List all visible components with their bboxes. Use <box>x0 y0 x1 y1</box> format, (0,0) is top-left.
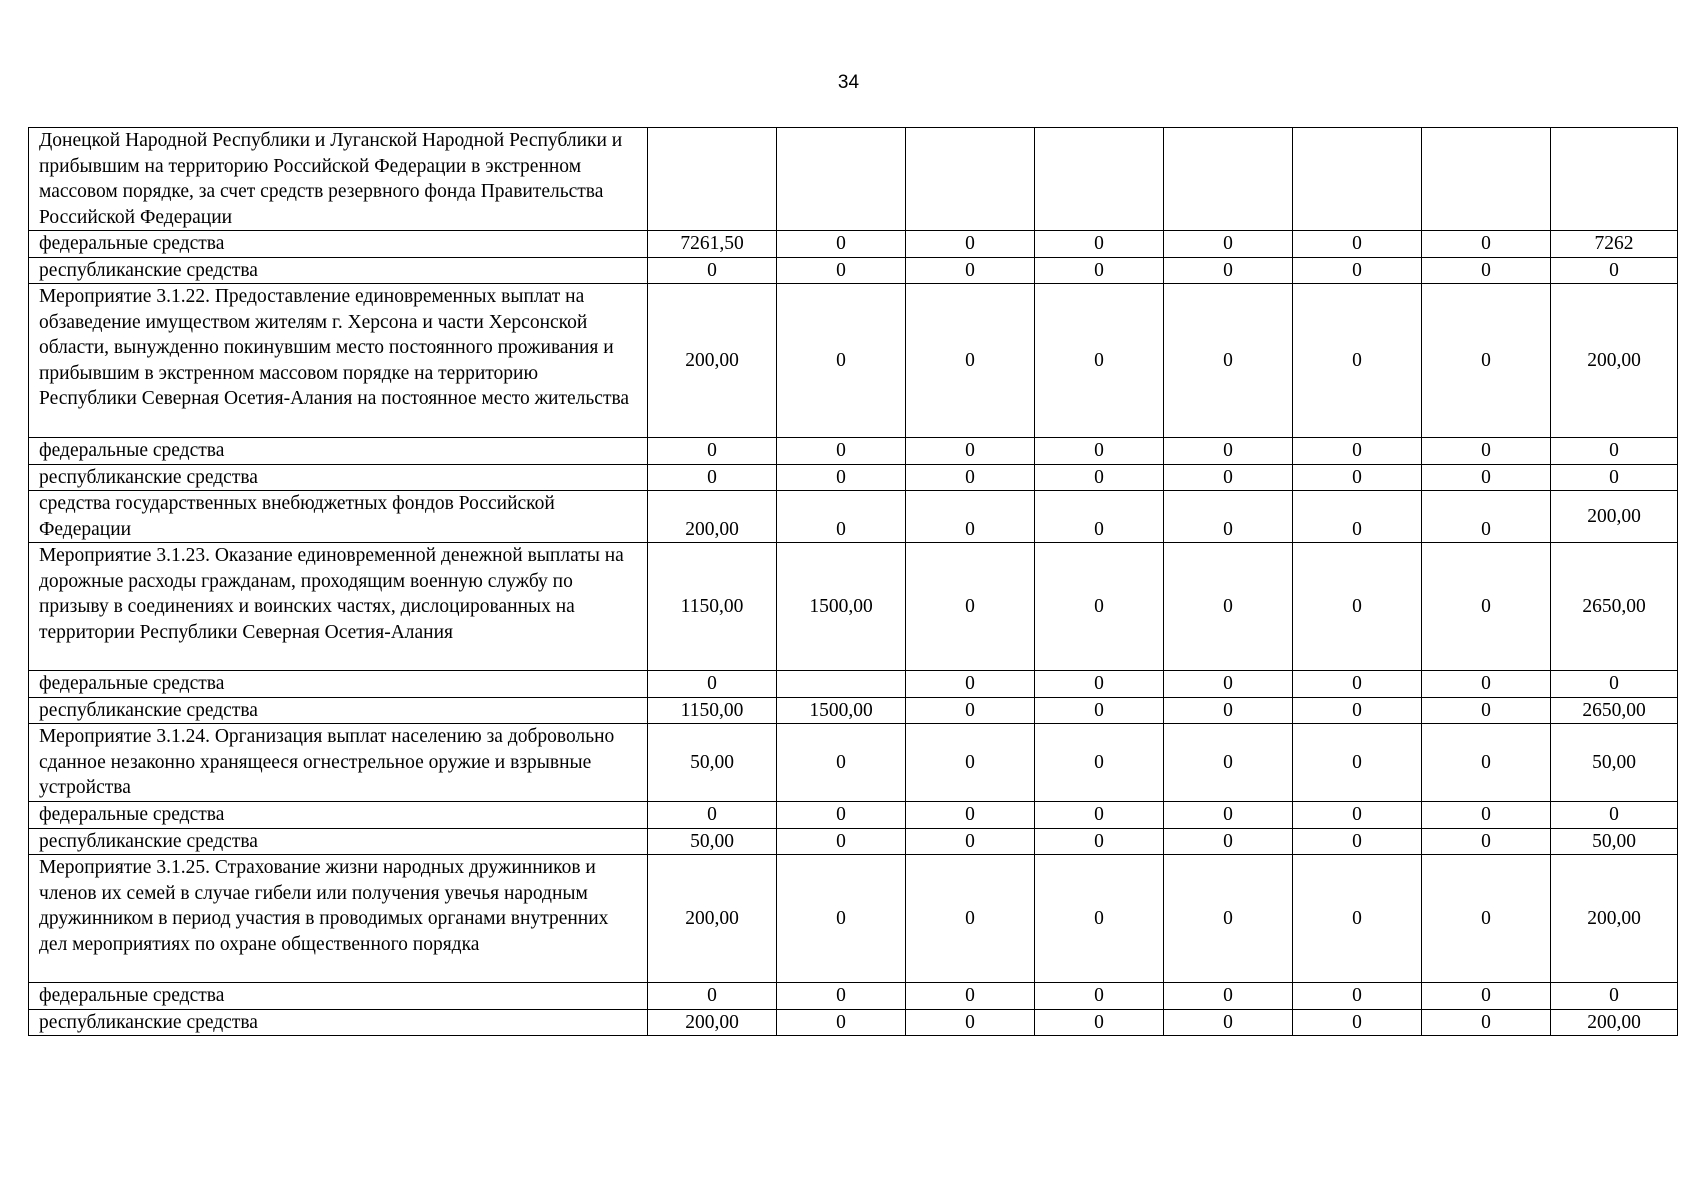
value-cell <box>777 128 906 231</box>
value-cell: 50,00 <box>1551 724 1678 802</box>
table-row <box>29 983 1678 1010</box>
value-cell: 0 <box>906 257 1035 284</box>
table-row <box>29 284 1678 438</box>
value-cell: 0 <box>1293 828 1422 855</box>
value-cell: 0 <box>906 983 1035 1010</box>
value-cell: 0 <box>1164 257 1293 284</box>
value-cell: 0 <box>1422 231 1551 258</box>
row-label: Мероприятие 3.1.24. Организация выплат населению за добровольно сданное незаконно хранящееся огнестрельное оружие и взрывные устройства <box>29 724 648 802</box>
value-cell: 0 <box>1035 828 1164 855</box>
value-cell: 0 <box>1035 855 1164 983</box>
value-cell: 50,00 <box>648 724 777 802</box>
value-cell: 0 <box>1164 671 1293 698</box>
value-cell: 0 <box>1035 671 1164 698</box>
table-row <box>29 855 1678 983</box>
value-cell: 0 <box>1422 464 1551 491</box>
table-row <box>29 671 1678 698</box>
value-cell: 0 <box>1164 697 1293 724</box>
value-cell <box>1035 128 1164 231</box>
value-cell: 0 <box>906 1009 1035 1036</box>
value-cell: 0 <box>1164 464 1293 491</box>
value-cell: 0 <box>1422 1009 1551 1036</box>
value-cell <box>906 128 1035 231</box>
value-cell: 0 <box>1551 438 1678 465</box>
value-cell: 0 <box>906 491 1035 543</box>
value-cell: 0 <box>1035 983 1164 1010</box>
value-cell: 0 <box>1422 284 1551 438</box>
value-cell: 0 <box>777 231 906 258</box>
value-cell: 0 <box>1551 464 1678 491</box>
value-cell: 0 <box>1164 828 1293 855</box>
value-cell: 0 <box>1164 802 1293 829</box>
value-cell: 200,00 <box>1551 855 1678 983</box>
value-cell: 0 <box>906 438 1035 465</box>
row-label: федеральные средства <box>29 671 648 698</box>
table-row <box>29 231 1678 258</box>
table-row <box>29 128 1678 231</box>
value-cell: 0 <box>1422 855 1551 983</box>
value-cell: 0 <box>648 802 777 829</box>
row-label: республиканские средства <box>29 828 648 855</box>
row-label: средства государственных внебюджетных фондов Российской Федерации <box>29 491 648 543</box>
row-label: Мероприятие 3.1.23. Оказание единовременной денежной выплаты на дорожные расходы гражданам, проходящим военную службу по призыву в соединениях и воинских частях, дислоцированных на территории Республики Северная Осетия-Алания <box>29 543 648 671</box>
value-cell: 200,00 <box>1551 284 1678 438</box>
value-cell: 0 <box>777 464 906 491</box>
value-cell: 0 <box>1293 284 1422 438</box>
value-cell: 0 <box>1035 438 1164 465</box>
value-cell: 0 <box>906 671 1035 698</box>
value-cell: 0 <box>1035 491 1164 543</box>
value-cell: 0 <box>906 697 1035 724</box>
value-cell: 0 <box>1164 1009 1293 1036</box>
value-cell: 0 <box>1422 828 1551 855</box>
value-cell: 0 <box>1293 257 1422 284</box>
row-label: федеральные средства <box>29 438 648 465</box>
table-row <box>29 464 1678 491</box>
value-cell: 0 <box>1035 697 1164 724</box>
value-cell: 0 <box>906 724 1035 802</box>
value-cell: 0 <box>1293 491 1422 543</box>
value-cell: 0 <box>906 828 1035 855</box>
value-cell: 0 <box>1422 438 1551 465</box>
table-row <box>29 438 1678 465</box>
value-cell: 0 <box>1164 724 1293 802</box>
value-cell: 200,00 <box>1551 491 1678 543</box>
table-row <box>29 491 1678 543</box>
value-cell: 0 <box>1293 855 1422 983</box>
value-cell: 0 <box>1551 671 1678 698</box>
value-cell: 0 <box>648 257 777 284</box>
value-cell: 0 <box>777 438 906 465</box>
table-row <box>29 724 1678 802</box>
value-cell: 0 <box>648 671 777 698</box>
row-label: Мероприятие 3.1.25. Страхование жизни народных дружинников и членов их семей в случае гибели или получения увечья народным дружинником в период участия в проводимых органами внутренних дел мероприятиях по охране общественного порядка <box>29 855 648 983</box>
value-cell: 0 <box>1293 438 1422 465</box>
value-cell: 0 <box>1293 543 1422 671</box>
value-cell: 0 <box>1164 491 1293 543</box>
value-cell <box>1164 128 1293 231</box>
value-cell: 0 <box>1551 802 1678 829</box>
value-cell: 0 <box>1035 1009 1164 1036</box>
value-cell <box>648 128 777 231</box>
row-label: республиканские средства <box>29 697 648 724</box>
value-cell: 0 <box>906 855 1035 983</box>
value-cell: 0 <box>1422 257 1551 284</box>
value-cell: 7262 <box>1551 231 1678 258</box>
row-label: федеральные средства <box>29 802 648 829</box>
value-cell: 0 <box>906 464 1035 491</box>
value-cell: 0 <box>777 284 906 438</box>
value-cell: 0 <box>648 983 777 1010</box>
value-cell: 0 <box>1422 983 1551 1010</box>
row-label: республиканские средства <box>29 1009 648 1036</box>
row-label: республиканские средства <box>29 257 648 284</box>
value-cell: 0 <box>1035 802 1164 829</box>
value-cell: 1500,00 <box>777 697 906 724</box>
value-cell: 0 <box>1293 724 1422 802</box>
table-row <box>29 543 1678 671</box>
value-cell: 0 <box>777 802 906 829</box>
value-cell: 50,00 <box>648 828 777 855</box>
value-cell: 0 <box>1164 855 1293 983</box>
value-cell: 0 <box>906 284 1035 438</box>
value-cell: 2650,00 <box>1551 543 1678 671</box>
value-cell: 0 <box>1164 543 1293 671</box>
value-cell: 0 <box>1422 802 1551 829</box>
value-cell: 1150,00 <box>648 543 777 671</box>
row-label: республиканские средства <box>29 464 648 491</box>
value-cell: 0 <box>1035 543 1164 671</box>
table-body <box>29 128 1678 1036</box>
value-cell: 0 <box>1164 438 1293 465</box>
table-row <box>29 257 1678 284</box>
value-cell: 0 <box>906 231 1035 258</box>
value-cell: 0 <box>1035 257 1164 284</box>
value-cell: 2650,00 <box>1551 697 1678 724</box>
value-cell <box>777 671 906 698</box>
value-cell: 50,00 <box>1551 828 1678 855</box>
row-label: федеральные средства <box>29 983 648 1010</box>
value-cell: 0 <box>1035 231 1164 258</box>
row-label: Мероприятие 3.1.22. Предоставление единовременных выплат на обзаведение имуществом жителям г. Херсона и части Херсонской области, вынужденно покинувшим место постоянного проживания и прибывшим в экстренном массовом порядке на территорию Республики Северная Осетия-Алания на постоянное место жительства <box>29 284 648 438</box>
value-cell: 0 <box>777 828 906 855</box>
value-cell: 0 <box>1293 671 1422 698</box>
value-cell: 0 <box>777 983 906 1010</box>
value-cell: 0 <box>1164 284 1293 438</box>
table-row <box>29 1009 1678 1036</box>
value-cell: 0 <box>648 438 777 465</box>
value-cell: 0 <box>1422 543 1551 671</box>
value-cell: 0 <box>1293 1009 1422 1036</box>
value-cell: 200,00 <box>648 491 777 543</box>
value-cell: 7261,50 <box>648 231 777 258</box>
value-cell: 0 <box>1422 671 1551 698</box>
value-cell: 0 <box>1422 697 1551 724</box>
value-cell: 0 <box>1422 491 1551 543</box>
value-cell <box>1293 128 1422 231</box>
value-cell: 0 <box>1293 802 1422 829</box>
value-cell: 1500,00 <box>777 543 906 671</box>
value-cell: 0 <box>1551 257 1678 284</box>
value-cell: 200,00 <box>648 1009 777 1036</box>
value-cell: 0 <box>1422 724 1551 802</box>
value-cell: 200,00 <box>648 855 777 983</box>
value-cell: 0 <box>1551 983 1678 1010</box>
table-row <box>29 697 1678 724</box>
value-cell: 0 <box>1293 983 1422 1010</box>
value-cell: 0 <box>906 802 1035 829</box>
value-cell: 0 <box>1293 697 1422 724</box>
value-cell <box>1422 128 1551 231</box>
value-cell: 200,00 <box>648 284 777 438</box>
value-cell: 0 <box>1035 724 1164 802</box>
value-cell: 0 <box>906 543 1035 671</box>
value-cell: 0 <box>1164 231 1293 258</box>
value-cell: 0 <box>1293 464 1422 491</box>
value-cell: 200,00 <box>1551 1009 1678 1036</box>
row-label: Донецкой Народной Республики и Луганской Народной Республики и прибывшим на территорию Российской Федерации в экстренном массовом порядке, за счет средств резервного фонда Правительства Российской Федерации <box>29 128 648 231</box>
value-cell: 0 <box>777 257 906 284</box>
value-cell: 0 <box>648 464 777 491</box>
value-cell: 0 <box>777 491 906 543</box>
value-cell <box>1551 128 1678 231</box>
value-cell: 0 <box>777 1009 906 1036</box>
budget-table <box>28 127 1678 1036</box>
value-cell: 0 <box>1035 284 1164 438</box>
value-cell: 0 <box>1035 464 1164 491</box>
value-cell: 1150,00 <box>648 697 777 724</box>
table-row <box>29 802 1678 829</box>
page-number: 34 <box>837 72 860 93</box>
value-cell: 0 <box>1293 231 1422 258</box>
row-label: федеральные средства <box>29 231 648 258</box>
table-row <box>29 828 1678 855</box>
value-cell: 0 <box>1164 983 1293 1010</box>
value-cell: 0 <box>777 724 906 802</box>
value-cell: 0 <box>777 855 906 983</box>
